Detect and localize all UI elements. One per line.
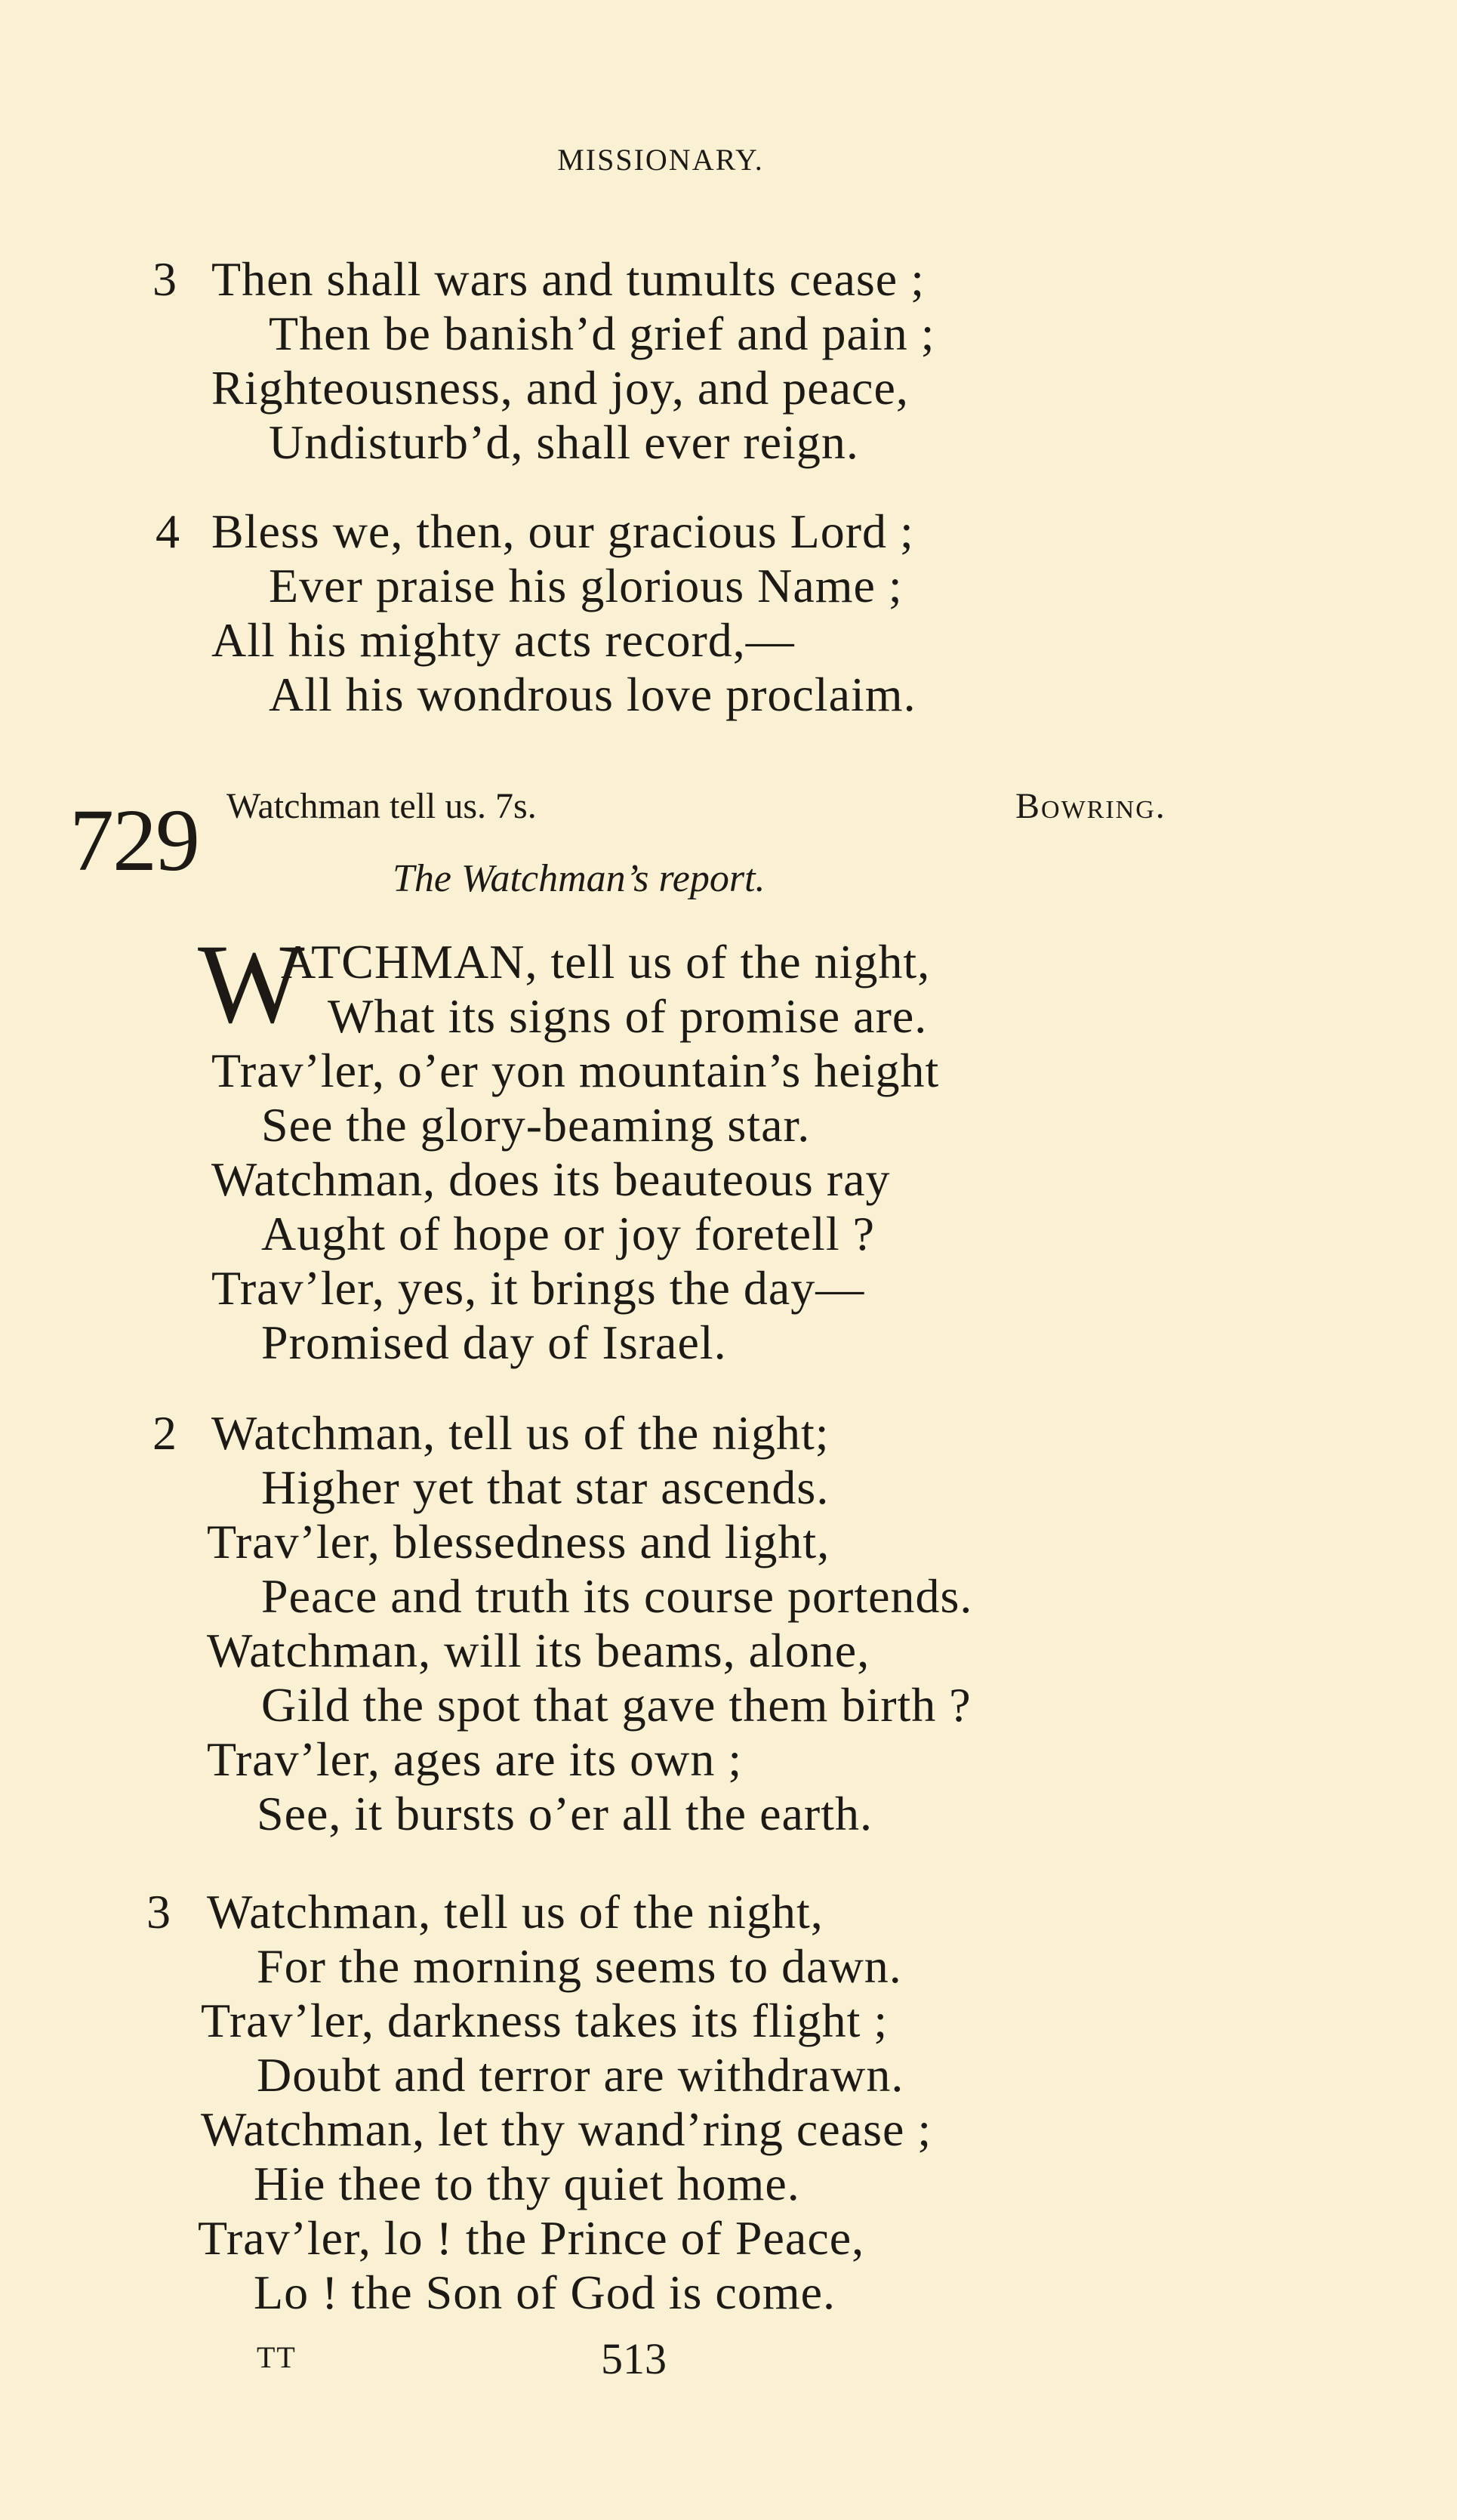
verse-line: See, it bursts o’er all the earth. bbox=[257, 1787, 873, 1840]
verse-line: For the morning seems to dawn. bbox=[257, 1939, 902, 1993]
signature-mark: TT bbox=[257, 2340, 297, 2374]
hymn-author: Bowring. bbox=[1015, 786, 1166, 826]
stanza-number: 3 bbox=[146, 1885, 171, 1939]
verse-line: Doubt and terror are withdrawn. bbox=[257, 2048, 904, 2102]
hymn-subtitle: The Watchman’s report. bbox=[393, 857, 765, 900]
drop-cap: W bbox=[198, 921, 305, 1047]
verse-line: Higher yet that star ascends. bbox=[261, 1460, 830, 1514]
verse-line: Trav’ler, yes, it brings the day— bbox=[211, 1261, 865, 1315]
verse-line: Undisturb’d, shall ever reign. bbox=[269, 415, 859, 469]
verse-line: Trav’ler, lo ! the Prince of Peace, bbox=[198, 2211, 865, 2265]
verse-line: ATCHMAN, tell us of the night, bbox=[281, 935, 931, 989]
verse-line: Hie thee to thy quiet home. bbox=[254, 2157, 800, 2210]
verse-line: All his wondrous love proclaim. bbox=[269, 668, 916, 721]
verse-line: Trav’ler, darkness takes its flight ; bbox=[201, 1994, 889, 2047]
verse-line: Trav’ler, o’er yon mountain’s height bbox=[211, 1044, 940, 1097]
verse-line: Righteousness, and joy, and peace, bbox=[211, 361, 909, 415]
verse-line: Lo ! the Son of God is come. bbox=[254, 2266, 836, 2319]
verse-line: Watchman, tell us of the night; bbox=[211, 1406, 830, 1460]
verse-line: See the glory-beaming star. bbox=[261, 1098, 811, 1152]
verse-line: Then shall wars and tumults cease ; bbox=[211, 252, 925, 306]
verse-line: Trav’ler, ages are its own ; bbox=[207, 1732, 743, 1786]
stanza-number: 4 bbox=[156, 504, 180, 558]
stanza-number: 3 bbox=[152, 252, 177, 306]
verse-line: Bless we, then, our gracious Lord ; bbox=[211, 504, 914, 558]
stanza-number: 2 bbox=[152, 1406, 177, 1460]
page-number: 513 bbox=[601, 2334, 667, 2383]
verse-line: Ever praise his glorious Name ; bbox=[269, 559, 903, 612]
verse-line: Promised day of Israel. bbox=[261, 1316, 727, 1369]
hymn-title: Watchman tell us. 7s. bbox=[226, 786, 537, 826]
running-head: MISSIONARY. bbox=[557, 143, 764, 177]
verse-line: Watchman, tell us of the night, bbox=[207, 1885, 824, 1939]
verse-line: Peace and truth its course portends. bbox=[261, 1569, 973, 1623]
verse-line: Watchman, will its beams, alone, bbox=[207, 1624, 870, 1677]
verse-line: Watchman, let thy wand’ring cease ; bbox=[201, 2102, 932, 2156]
hymn-number: 729 bbox=[69, 791, 199, 890]
verse-line: What its signs of promise are. bbox=[328, 989, 928, 1043]
verse-line: Watchman, does its beauteous ray bbox=[211, 1152, 891, 1206]
verse-line: All his mighty acts record,— bbox=[211, 613, 795, 667]
verse-line: Aught of hope or joy foretell ? bbox=[261, 1207, 875, 1260]
verse-line: Gild the spot that gave them birth ? bbox=[261, 1678, 972, 1732]
verse-line: Trav’ler, blessedness and light, bbox=[207, 1515, 830, 1568]
verse-line: Then be banish’d grief and pain ; bbox=[269, 307, 935, 360]
